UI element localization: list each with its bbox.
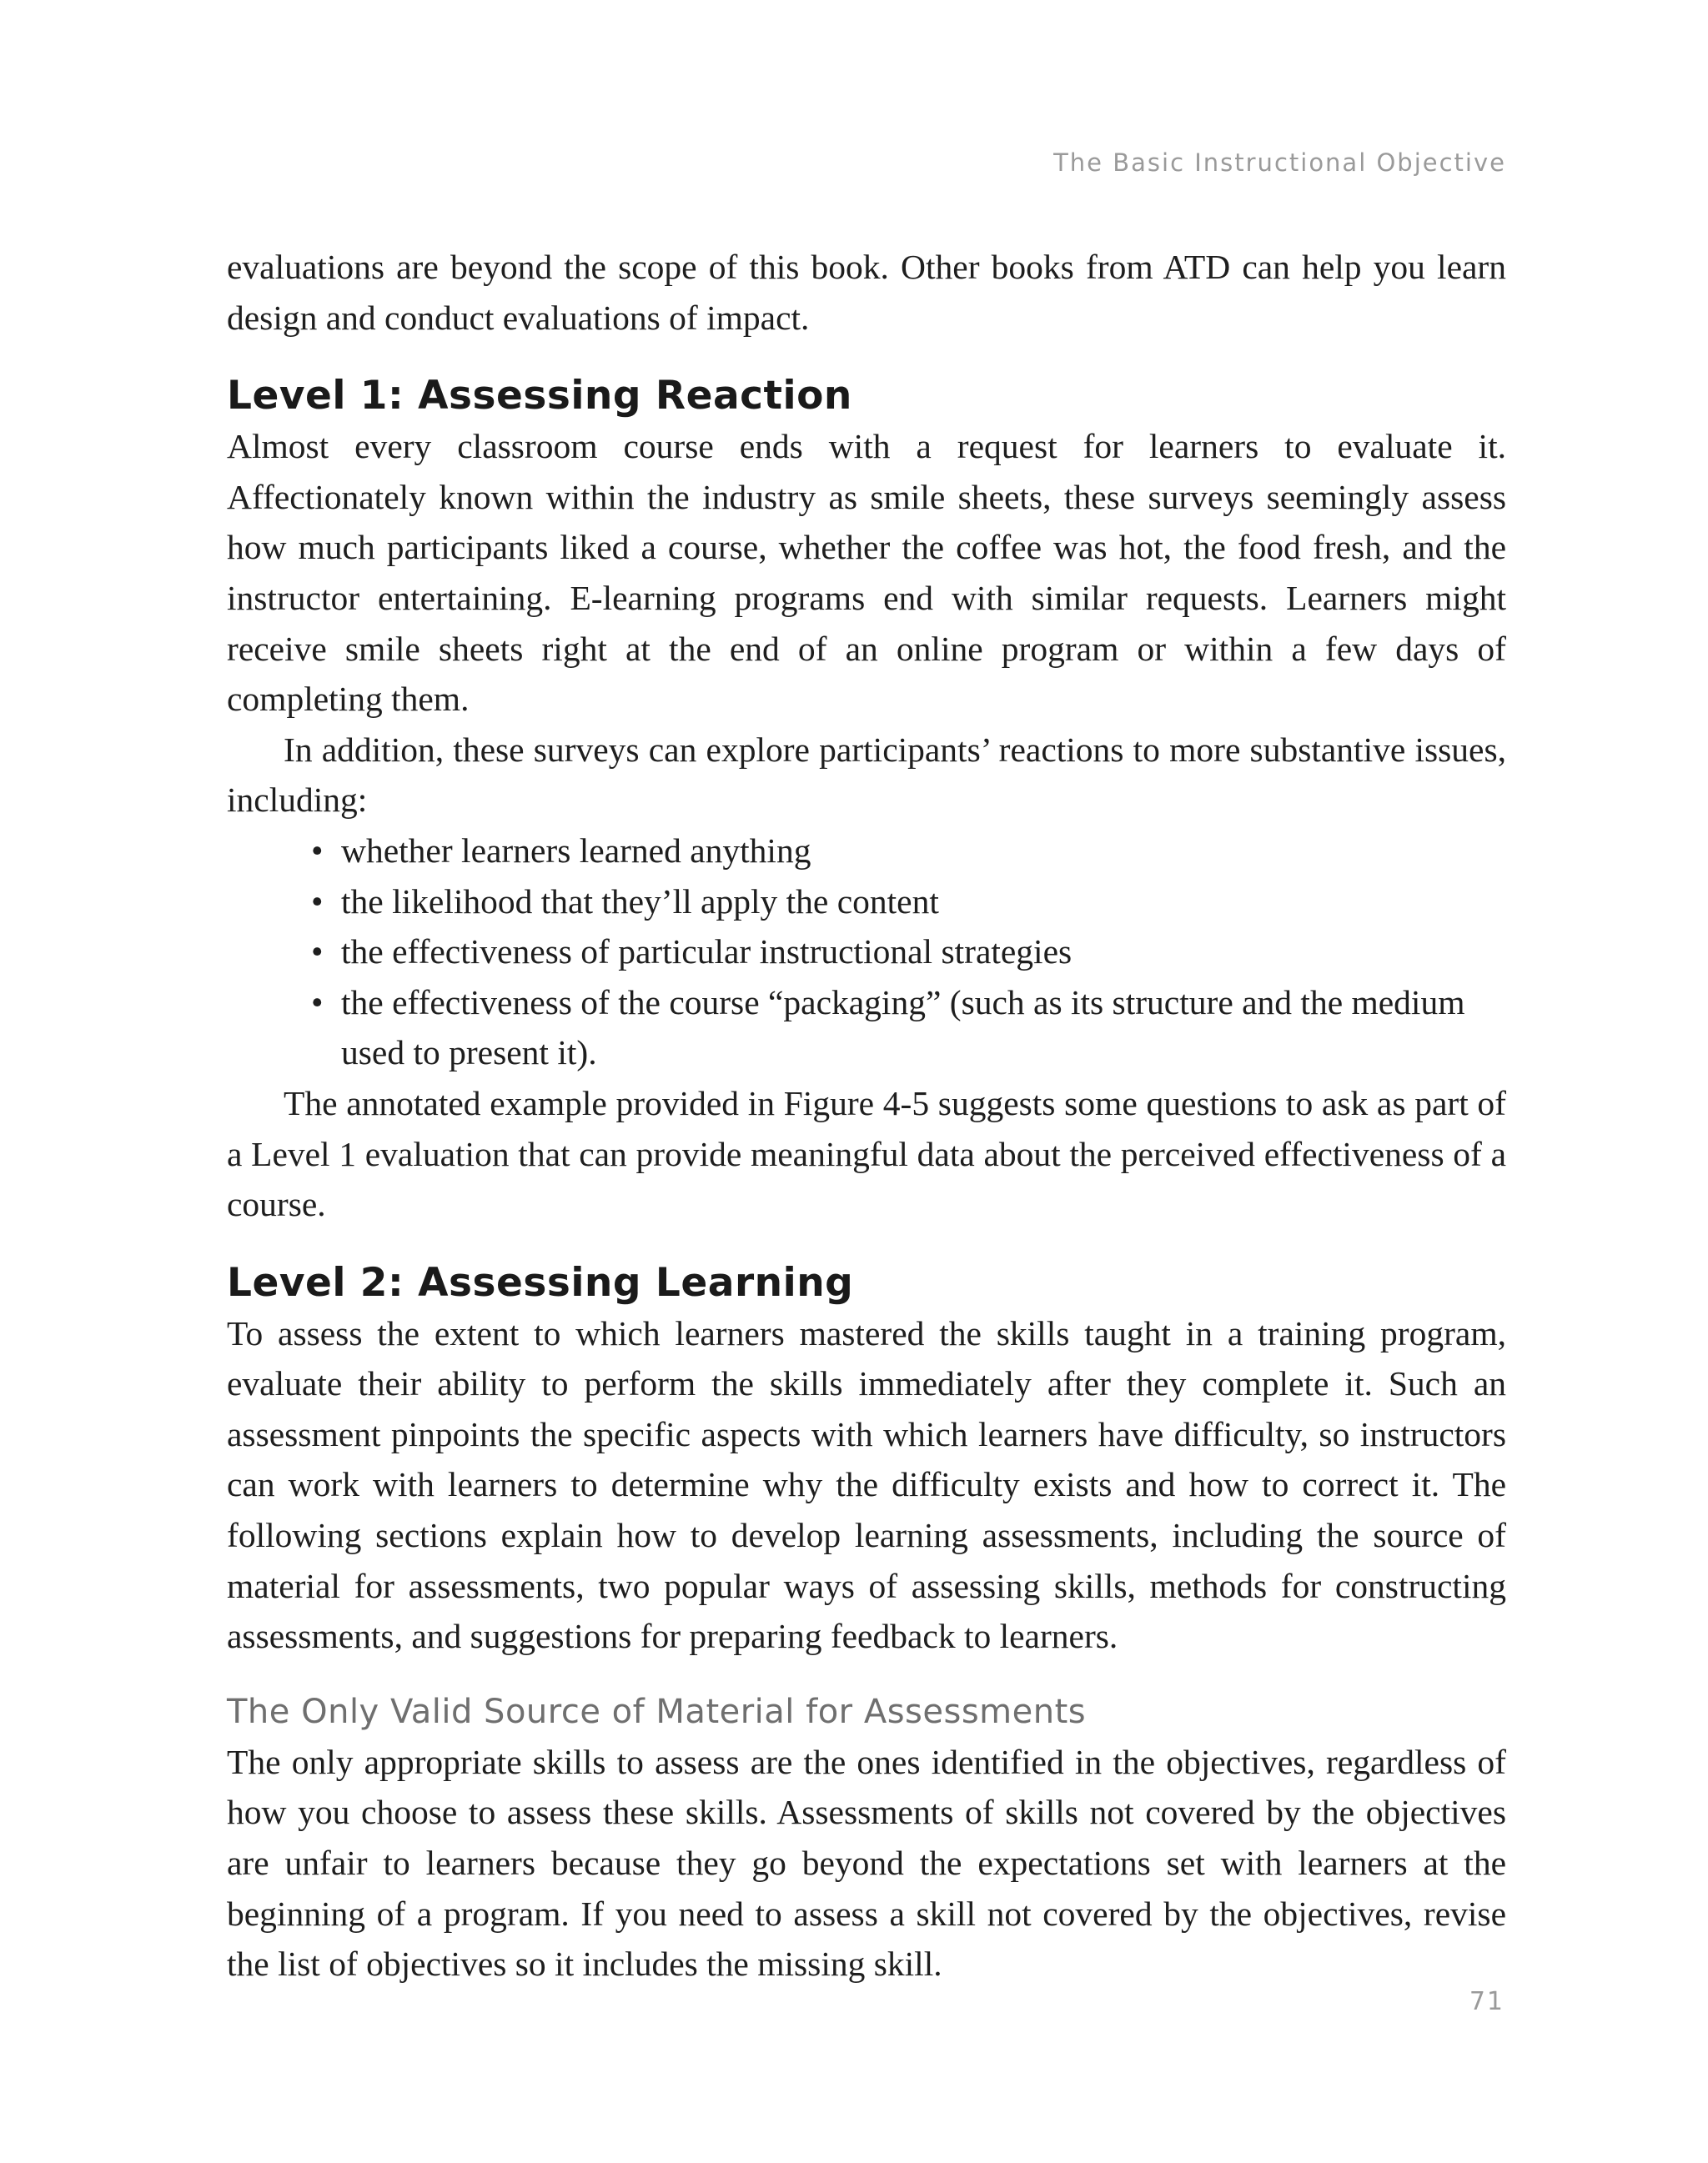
running-header: The Basic Instructional Objective [1053,148,1506,177]
level2-heading: Level 2: Assessing Learning [227,1259,854,1306]
bullet-icon: • [311,982,324,1021]
list-item [311,977,1506,1078]
level2-subheading: The Only Valid Source of Material for Assessments [227,1692,1087,1731]
level1-paragraph-3: The annotated example provided in Figure 4-5 suggests some questions to ask as part of a Level 1 evaluation that can provide meaningful data about the perceived effectiveness of a course. [227,1083,1506,1224]
spacer [227,1662,1506,1687]
level1-paragraph-2: In addition, these surveys can explore participants’ reactions to more substantive issues, including: [227,730,1506,820]
bullet-icon: • [311,831,324,870]
spacer [227,1230,1506,1258]
level1-bullet-list [227,826,1506,1078]
level2-paragraph-2: The only appropriate skills to assess are the ones identified in the objectives, regardless of how you choose to assess these skills. Assessments of skills not covered by the objectives are unfair to learners because they go beyond the expectations set with learners at the beginning of a program. If you need to assess a skill not covered by the objectives, revise the list of objectives so it includes the missing skill. [227,1742,1506,1984]
page-number: 71 [1469,1987,1505,2016]
page-body [227,242,1506,1990]
list-item [311,926,1506,977]
list-item-text: whether learners learned anything [341,831,811,870]
level1-heading: Level 1: Assessing Reaction [227,373,852,419]
level1-paragraph-1: Almost every classroom course ends with a request for learners to evaluate it. Affectionately known within the industry as smile sheets, these surveys seemingly assess how much participants liked a course, whether the coffee was hot, the food fresh, and the instructor entertaining. E-learning programs end with similar requests. Learners might receive smile sheets right at the end of an online program or within a few days of completing them. [227,427,1506,719]
bullet-icon: • [311,932,324,971]
list-item [311,876,1506,927]
bullet-icon: • [311,881,324,921]
list-item-text: the likelihood that they’ll apply the content [341,881,939,921]
list-item [311,826,1506,876]
list-item-text: the effectiveness of the course “packaging” (such as its structure and the medium used to present it). [341,982,1465,1072]
level2-paragraph-1: To assess the extent to which learners mastered the skills taught in a training program, evaluate their ability to perform the skills immediately after they complete it. Such an assessment pinpoints the specific aspects with which learners have difficulty, so instructors can work with learners to determine why the difficulty exists and how to correct it. The following sections explain how to develop learning assessments, including the source of material for assessments, two popular ways of assessing skills, methods for constructing assessments, and suggestions for preparing feedback to learners. [227,1313,1506,1656]
list-item-text: the effectiveness of particular instructional strategies [341,932,1073,971]
spacer [227,343,1506,371]
intro-paragraph: evaluations are beyond the scope of this book. Other books from ATD can help you learn design and conduct evaluations of impact. [227,248,1506,337]
